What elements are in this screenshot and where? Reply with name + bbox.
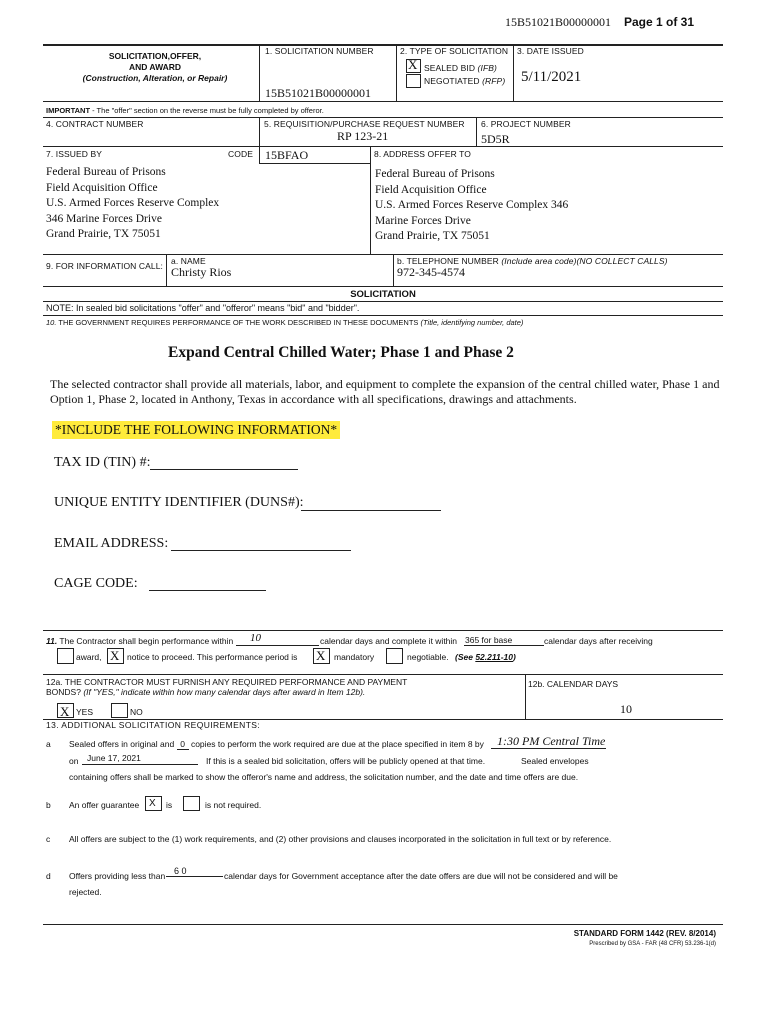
form-title-line2: AND AWARD xyxy=(128,62,182,72)
header-page-label: Page 1 of 31 xyxy=(624,15,695,29)
award-checkbox[interactable] xyxy=(57,648,74,664)
guarantee-is-mark: X xyxy=(149,798,156,809)
solicitation-type-label: 2. TYPE OF SOLICITATION xyxy=(400,46,509,56)
bonds-yes-label: YES xyxy=(76,707,94,717)
header-doc-number: 15B51021B00000001 xyxy=(505,15,612,29)
see-clause-ref: (See 52.211-10) xyxy=(455,652,516,662)
item11-after-text: calendar days after receiving xyxy=(544,636,653,646)
date-issued-value: 5/11/2021 xyxy=(521,69,582,85)
item11-complete-text: calendar days and complete it within xyxy=(320,636,458,646)
complete-days-value: 365 for base xyxy=(465,635,513,645)
code-value: 15BFAO xyxy=(265,148,309,162)
negotiable-checkbox[interactable] xyxy=(386,648,403,664)
sealed-bid-label: SEALED BID (IFB) xyxy=(424,63,497,73)
award-label: award, xyxy=(76,652,102,662)
solicitation-heading: SOLICITATION xyxy=(350,289,416,300)
item10-text: 10. THE GOVERNMENT REQUIRES PERFORMANCE OF THE WORK DESCRIBED IN THESE DOCUMENTS (Title, identifying number, date) xyxy=(46,318,524,327)
project-number-value: 5D5R xyxy=(481,132,510,146)
address-line: Federal Bureau of Prisons xyxy=(46,166,166,178)
uei-field[interactable] xyxy=(301,510,441,511)
public-opening-text: If this is a sealed bid solicitation, offers will be publicly opened at that time. xyxy=(206,756,486,766)
start-days-value: 10 xyxy=(250,632,261,644)
issued-by-label: 7. ISSUED BY xyxy=(46,149,102,159)
mandatory-label: mandatory xyxy=(334,652,375,662)
offer-guarantee-label: An offer guarantee xyxy=(69,800,140,810)
item13d-text: Offers providing less than xyxy=(69,871,166,881)
address-line: U.S. Armed Forces Reserve Complex 346 xyxy=(375,199,569,211)
address-offer-to-label: 8. ADDRESS OFFER TO xyxy=(374,149,471,159)
contact-name-label: a. NAME xyxy=(171,256,206,266)
sealed-bid-mark: X xyxy=(408,57,418,72)
form-title-line1: SOLICITATION,OFFER, xyxy=(108,51,202,61)
guarantee-is-label: is xyxy=(166,800,173,810)
address-line: 346 Marine Forces Drive xyxy=(46,212,162,225)
project-number-label: 6. PROJECT NUMBER xyxy=(481,119,571,129)
email-label: EMAIL ADDRESS: xyxy=(54,536,169,551)
uei-label: UNIQUE ENTITY IDENTIFIER (DUNS#): xyxy=(54,495,304,510)
project-title: Expand Central Chilled Water; Phase 1 and Phase 2 xyxy=(168,344,514,361)
item12b-label: 12b. CALENDAR DAYS xyxy=(528,679,619,689)
contract-number-label: 4. CONTRACT NUMBER xyxy=(46,119,144,129)
item13a-text: Sealed offers in original and 0 copies to perform the work required are due at the place specified in item 8 by xyxy=(69,739,484,749)
requisition-number-value: RP 123-21 xyxy=(337,129,389,143)
item13d-rejected: rejected. xyxy=(69,887,102,897)
form-title xyxy=(60,51,250,84)
offer-due-time: 1:30 PM Central Time xyxy=(497,734,606,748)
solicitation-note: NOTE: In sealed bid solicitations "offer" and "offeror" means "bid" and "bidder". xyxy=(46,303,360,313)
item13d-letter: d xyxy=(46,871,51,881)
item13a-letter: a xyxy=(46,739,51,749)
form-number: STANDARD FORM 1442 (REV. 8/2014) xyxy=(573,929,716,938)
envelope-marking-text: containing offers shall be marked to show the offeror's name and address, the solicitation number, and the date and time offers are due. xyxy=(69,772,579,782)
email-field[interactable] xyxy=(171,550,351,551)
address-line: Field Acquisition Office xyxy=(375,183,487,196)
offer-due-date: June 17, 2021 xyxy=(87,753,141,763)
address-line: U.S. Armed Forces Reserve Complex xyxy=(46,197,220,209)
address-offer-to xyxy=(375,167,568,245)
project-description: The selected contractor shall provide all materials, labor, and equipment to complete the expansion of the central chilled water, Phase 1 and Option 1, Phase 2, located in Anthony, Texas in accordance with all specifications, drawings and attachments. xyxy=(50,377,720,406)
tax-id-field[interactable] xyxy=(150,469,298,470)
solicitation-number-label: 1. SOLICITATION NUMBER xyxy=(265,46,374,56)
item13d-text2: calendar days for Government acceptance after the date offers are due will not be considered and will be xyxy=(224,871,618,881)
important-note: IMPORTANT - The "offer" section on the reverse must be fully completed by offeror. xyxy=(46,106,324,115)
contact-name-value: Christy Rios xyxy=(171,265,232,279)
negotiable-label: negotiable. xyxy=(407,652,449,662)
item13c-letter: c xyxy=(46,834,51,844)
sealed-envelopes-text: Sealed envelopes xyxy=(521,756,589,766)
cage-code-label: CAGE CODE: xyxy=(54,576,138,591)
address-line: Marine Forces Drive xyxy=(375,214,471,227)
requisition-number-label: 5. REQUISITION/PURCHASE REQUEST NUMBER xyxy=(264,119,465,129)
notice-to-proceed-label: notice to proceed. This performance period is xyxy=(127,652,298,662)
telephone-value: 972-345-4574 xyxy=(397,265,465,279)
form-title-line3: (Construction, Alteration, or Repair) xyxy=(82,73,228,83)
prescribed-by: Prescribed by GSA - FAR (48 CFR) 53.236-1(d) xyxy=(589,941,716,947)
solicitation-number-value: 15B51021B00000001 xyxy=(265,86,372,100)
item11-text: 11. The Contractor shall begin performance within xyxy=(46,636,234,646)
item13b-letter: b xyxy=(46,800,51,810)
negotiated-label: NEGOTIATED (RFP) xyxy=(424,76,506,86)
calendar-days-value: 10 xyxy=(620,702,632,716)
issued-by-address xyxy=(46,165,219,243)
address-line: Grand Prairie, TX 75051 xyxy=(375,230,490,242)
info-call-label: 9. FOR INFORMATION CALL: xyxy=(46,261,164,271)
telephone-label: b. TELEPHONE NUMBER (Include area code)(NO COLLECT CALLS) xyxy=(397,256,668,266)
guarantee-is-not-checkbox[interactable] xyxy=(183,796,200,811)
item13-heading: 13. ADDITIONAL SOLICITATION REQUIREMENTS: xyxy=(46,720,261,730)
notice-to-proceed-mark: X xyxy=(110,648,120,663)
date-issued-label: 3. DATE ISSUED xyxy=(517,46,584,56)
address-line: Federal Bureau of Prisons xyxy=(375,168,495,180)
address-line: Grand Prairie, TX 75051 xyxy=(46,228,161,240)
address-line: Field Acquisition Office xyxy=(46,181,158,194)
offer-due-on-label: on xyxy=(69,756,79,766)
cage-code-field[interactable] xyxy=(149,590,266,591)
bonds-yes-mark: X xyxy=(60,704,70,719)
guarantee-is-not-label: is not required. xyxy=(205,800,262,810)
mandatory-mark: X xyxy=(316,648,326,663)
bonds-no-label: NO xyxy=(130,707,143,717)
include-info-note: *INCLUDE THE FOLLOWING INFORMATION* xyxy=(52,421,340,439)
code-label: CODE xyxy=(228,149,253,159)
bonds-no-checkbox[interactable] xyxy=(111,703,128,718)
item13c-text: All offers are subject to the (1) work requirements, and (2) other provisions and clauses incorporated in the solicitation in full text or by reference. xyxy=(69,834,612,844)
item12a-label: 12a. THE CONTRACTOR MUST FURNISH ANY REQUIRED PERFORMANCE AND PAYMENT BONDS? (If "YES," indicate within how many calendar days after award in Item 12b). xyxy=(46,677,408,697)
acceptance-days-value: 6 0 xyxy=(174,866,187,876)
tax-id-label: TAX ID (TIN) #: xyxy=(54,455,151,470)
negotiated-checkbox[interactable] xyxy=(406,74,421,88)
